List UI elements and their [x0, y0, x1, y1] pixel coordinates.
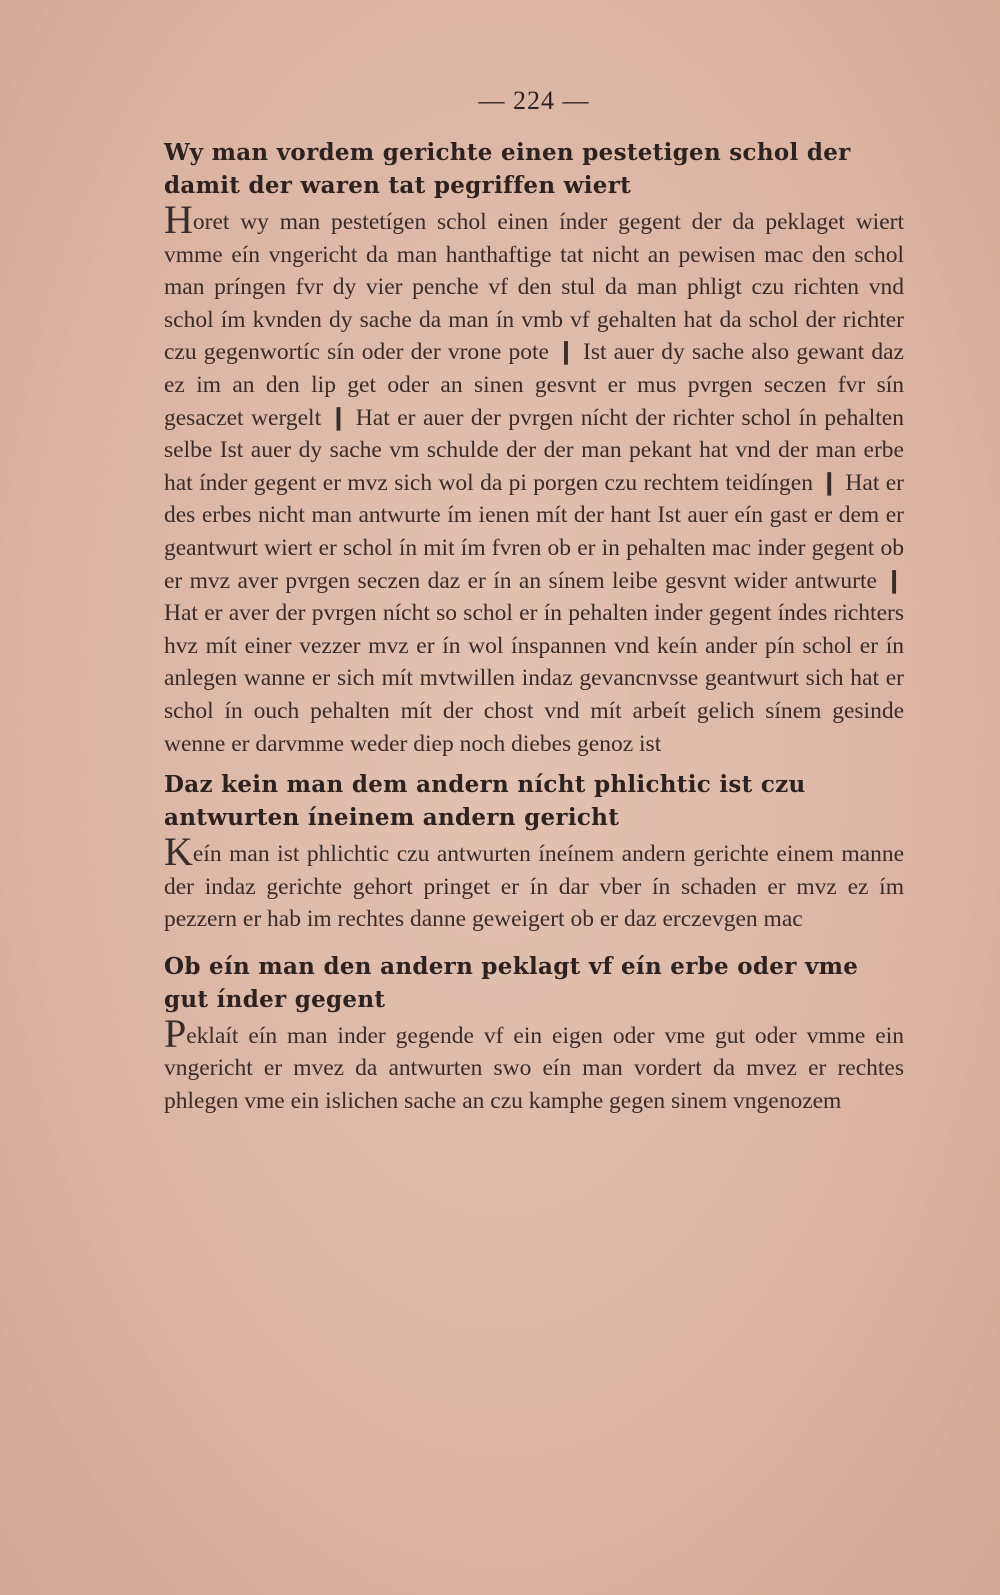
- section-body-3: [164, 1010, 904, 1118]
- initial-letter: H: [164, 197, 193, 242]
- section-text-2: eín man ist phlichtic czu antwurten íneínem andern gerichte einem manne der indaz gerichte gehort pringet er ín dar vber ín schaden er mvz ez ím pezzern er hab im rechtes danne geweigert ob er daz erczevgen mac: [164, 841, 904, 933]
- section-text-3: eklaít eín man inder gegende vf ein eigen oder vme gut oder vmme ein vngericht er mvez da antwurten swo eín man vordert da mvez er rechtes phlegen vme ein islichen sache an czu kamphe gegen sinem vngenozem: [164, 1022, 904, 1115]
- section-heading-2: Daz kein man dem andern nícht phlichtic ist czu antwurten íneinem andern gericht: [164, 771, 806, 832]
- section-heading-1: Wy man vordem gerichte einen pestetigen schol der damit der waren tat pegriffen wiert: [164, 139, 851, 199]
- book-page: [164, 86, 904, 1118]
- section-heading-3: Ob eín man den andern peklagt vf eín erbe oder vme gut índer gegent: [164, 952, 859, 1013]
- initial-letter: K: [164, 829, 193, 875]
- section-text-1: oret wy man pestetígen schol einen índer gegent der da peklaget wiert vmme eín vngericht da man hanthaftige tat nicht an pewisen mac den schol man príngen fvr dy vier penche vf den stul da man phligt czu richten vnd schol ím kvnden dy sache da man ín vmb vf gehalten hat da schol der richter czu gegenwortíc sín oder der vrone pote ❙ Ist auer dy sache also gewant daz ez im an den lip get oder an sinen gesvnt er mus pvrgen seczen fvr sín gesaczet wergelt ❙ Hat er auer der pvrgen nícht der richter schol ín pehalten selbe Ist auer dy sache vm schulde der der man pekant hat vnd der man erbe hat índer gegent er mvz sich wol da pi porgen czu rechtem teidíngen ❙ Hat er des erbes nicht man antwurte ím ienen mít der hant Ist auer eín gast er dem er geantwurt wiert er schol ín mit ím fvren ob er in pehalten mac inder gegent ob er mvz aver pvrgen seczen daz er ín an sínem leibe gesvnt wider antwurte ❙ Hat er aver der pvrgen nícht so schol er ín pehalten inder gegent índes richters hvz mít einer vezzer mvz er ín wol ínspannen vnd keín ander pín schol er ín anlegen wanne er sich mít mvtwillen indaz gevancnvsse geantwurt sich hat er schol ín ouch pehalten mít der chost vnd mít arbeít gelich sínem gesinde wenne er darvmme weder diep noch diebes genoz ist: [164, 209, 904, 757]
- section-body-2: [164, 829, 904, 936]
- initial-letter: P: [164, 1010, 187, 1056]
- section-body-1: [164, 197, 904, 760]
- page-number: — 224 —: [478, 86, 590, 115]
